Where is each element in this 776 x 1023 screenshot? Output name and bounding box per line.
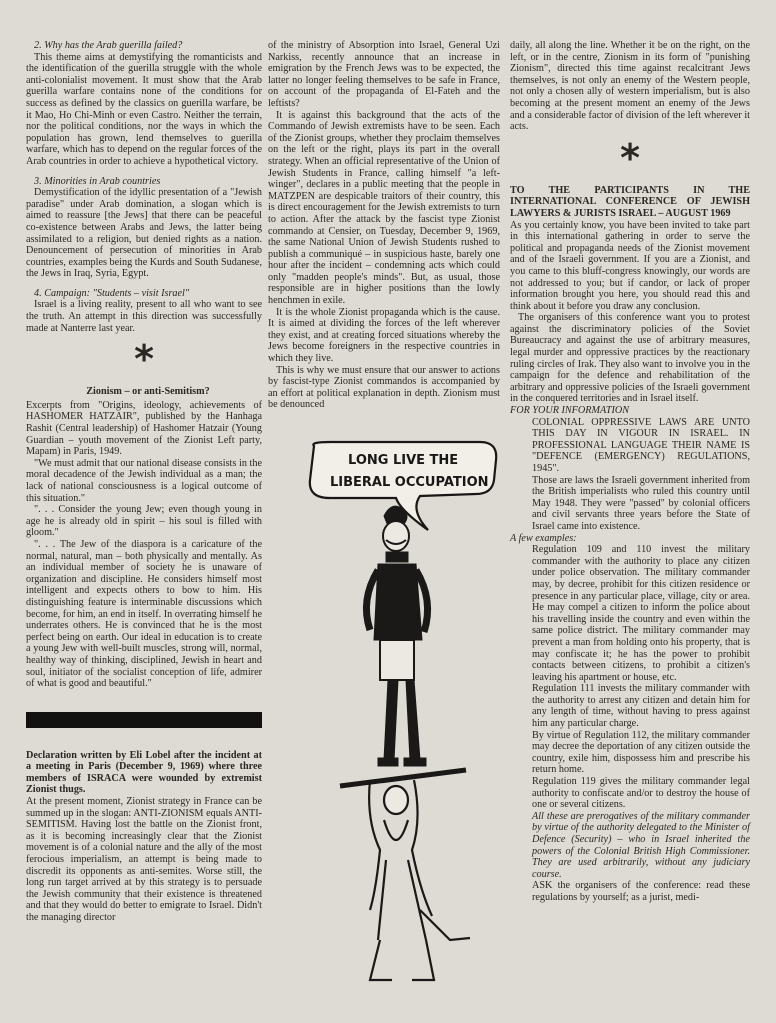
regulation-111: Regulation 111 invests the military commander with the authority to arrest any citizen and detain him for any length of time, without having to press against him any particular charge.	[532, 683, 750, 730]
regulation-112: By virtue of Regulation 112, the military commander may decree the deportation of any citizen outside the country, exile him, dispossess him and prescribe his return home.	[532, 729, 750, 776]
middle-para-3: It is the whole Zionist propaganda which is the cause. It is aimed at dividing the forces of the left wherever they exist, and at creating forced situations whereby the Jews become foreigners in the respective countries in which they live.	[268, 306, 500, 365]
section-3-body: Demystification of the idyllic presentation of a "Jewish paradise" under Arab domination, a slogan which is aimed to reassure [the Jews] that there can be peaceful co-existence between Arabs and Jews, the latter being assimilated to a religion, but denied rights as a nation. Denouncement of persecution of minorities in Arab countries, examples being the Kurds and South Sudanese, the Jews in Iraq, Syria, Egypt.	[26, 187, 262, 280]
declaration-heading: Declaration written by Eli Lobel after the incident at a meeting in Paris (December 9, 1969) where three members of ISRACA were wounded by extremist Zionist thugs.	[26, 749, 262, 796]
conference-para-1: As you certainly know, you have been invited to take part in this international gathering in order to serve the political and propaganda needs of the Zionist movement and of the Israeli government. If you are a Zionist, and you came to this bluff-congress knowingly, our words are not addressed to you; but if candor, or lack of proper information brought you here, you should read this and think about it before you draw any conclusion.	[510, 219, 750, 312]
conference-para-2: The organisers of this conference want you to protest against the discriminatory policies of the Soviet Bureaucracy and against the use of arbitrary measures, legal murder and oppressive practices by the reactionary ruling circles of Irak. They also want to involve you in the campaign for the defence and rehabilitation of the arbitrary and oppressive policies of the Israeli government in the conquered territories and in Israel itself.	[510, 312, 750, 405]
asterisk-divider: *	[134, 337, 154, 382]
info-caps: COLONIAL OPPRESSIVE LAWS ARE UNTO THIS DAY IN VIGOUR IN ISRAEL. IN PROFESSIONAL LANGUAGE THEIR NAME IS "DEFENCE (EMERGENCY) REGULATIONS, 1945".	[532, 416, 750, 474]
column-middle	[268, 40, 500, 411]
middle-para-1: of the ministry of Absorption into Israel, General Uzi Narkiss, recently announce that an increase in emigration by the French Jews was to be expected, the latter no longer feeling themselves to be safe in France, on account of the propaganda of El-Fateh and the leftists?	[268, 40, 500, 109]
info-block	[510, 417, 750, 533]
rifle	[340, 770, 466, 786]
right-para-1: daily, all along the line. Whether it be on the right, on the left, or in the centre, Zionism in its form of "punishing Zionism", directed this time against recalcitrant Jews themselves, is not only an enemy of the Western people, not only a chosen ally of western imperialism, but is also becoming at the present moment an enemy of the Jews and a considerable factor of division of the left wherever it acts.	[510, 40, 750, 133]
regulation-119: Regulation 119 gives the military commander legal authority to confiscate and/or to destroy the house of one or several citizens.	[532, 776, 750, 811]
examples-block	[510, 544, 750, 903]
middle-para-4: This is why we must ensure that our answer to actions by fascist-type Zionist commandos is accompanied by an effort at political explanation in depth. Zionism must be denounced	[268, 364, 500, 411]
column-left	[26, 40, 262, 924]
middle-para-2: It is against this background that the acts of the Commando of Jewish extremists have to be seen. Each of the Zionist groups, whether they proclaim themselves on the left or the right, plays its part in the overall strategy. When an official representative of the Union of Jewish Students in France, calling himself "a left-winger", declares in a public meeting that the people in MATZPEN are despicable traitors of their country, this is direct encouragement for the Jewish extremists to turn to action. After the attack by the fascist type Zionist commando at Censier, on Tuesday, December 9, 1969, the same National Union of Jewish Students rushed to publish a communiqué – in suspicious haste, barely one hour after the incident – condemning acts which could only "madden people's minds". But, as usual, those responsible are in higher positions than the lowly henchmen in exile.	[268, 109, 500, 307]
zionism-quote-1: "We must admit that our national disease consists in the moral decadence of the Jewish individual as a man; the lack of national consciousness is a logical outcome of this situation."	[26, 457, 262, 504]
zionism-heading: Zionism – or anti-Semitism?	[86, 386, 210, 398]
section-4-body: Israel is a living reality, present to all who want to see the truth. An attempt in this direction was successfully made at Nanterre last year.	[26, 299, 262, 334]
declaration-body: At the present moment, Zionist strategy in France can be summed up in the slogan: ANTI-ZIONISM equals ANTI-SEMITISM. Having lost the battle on the Zionist front, as it is becoming increasingly clear that the Zionist movement is of a colonial nature and the ally of the most ferocious imperialism, an attempt is being made to discredit its opponents as anti-semites. Worse still, the long run target arrived at by this strategy is to persuade the Jewish community that their existence is threatened and that they would do better to emigrate to Israel. Didn't the managing director	[26, 796, 262, 923]
black-divider-bar	[26, 712, 262, 728]
section-3-heading: 3. Minorities in Arab countries	[34, 175, 161, 187]
carrier-figure	[369, 780, 470, 980]
section-2-body: This theme aims at demystifying the romanticists and the identification of the guerilla struggle with the whole anti-colonialist movement. It must show that the Arab guerilla warfare contains none of the conditions for success as defined by the classics on guerilla warfare, be it Mao, Ho Chi-Minh or even Castro. Neither the terrain, nor the political conditions, nor the ways in which the population has grown, lend themselves to guerilla warfare, which has to depend on the regular forces of the Arab countries in order to achieve a hypothetical victory.	[26, 51, 262, 167]
regulation-109-110: Regulation 109 and 110 invest the military commander with the authority to place any citizen under police observation. The military commander may, by decree, prohibit for this citizen residence or presence in any particular place, village, city or area. He may compel a citizen to inform the police about his travelling inside the country and even within the same police district. The military commander may prevent a man from holding onto his property, that is may confiscate it; he has the power to prohibit contacts between citizens, to prohibit a citizen's leaving his apartment or house, etc.	[532, 544, 750, 683]
zionism-quote-2: ". . . Consider the young Jew; even though young in age he is already old in spirit – his soul is filled with gloom."	[26, 504, 262, 539]
zionism-quote-3: ". . . The Jew of the diaspora is a caricature of the normal, natural, man – both physically and mentally. As an individual member of society he is unaware of organization and discipline. He considers himself most intelligent and expects others to bow to him. His distinguishing feature is interminable discussions which become, for him, an end in itself. In overrating himself he underrates others. He is convinced that he is the most perfect being on earth. Our ideal in education is to create a young Jew with well-built muscles, strong will, normal, healthy way of thinking, disciplined, Jewish in heart and soul, initiator of the socialist conception of life, admirer of what is good and beautiful."	[26, 538, 262, 690]
section-2-heading: 2. Why has the Arab guerilla failed?	[34, 40, 183, 51]
section-4-heading: 4. Campaign: "Students – visit Israel"	[34, 287, 190, 299]
ask-organisers: ASK the organisers of the conference: read these regulations by yourself; as a jurist, medi-	[532, 880, 750, 903]
prerogatives-note: All these are prerogatives of the military commander by virtue of the authority delegated to the Minister of Defence (Security) – who in Israel inherited the powers of the Colonial British High Commissioner. They are used arbitrarily, without any judiciary course.	[532, 810, 750, 880]
info-para: Those are laws the Israeli government inherited from the British imperialists who ruled this country until May 1948. They were "passed" by colonial officers and civil servants three years before the State of Israel came into existence.	[532, 474, 750, 532]
examples-heading: A few examples:	[510, 532, 577, 544]
cartoon-illustration	[300, 440, 500, 1000]
bubble-text-line-2: LIBERAL OCCUPATION	[330, 475, 489, 490]
column-right	[510, 40, 750, 904]
zionism-intro: Excerpts from "Origins, ideology, achievements of HASHOMER HATZAIR", published by the Hanhaga Rashit (Central leadership) of Hashomer Hatzair (Young Guardian – youth movement of the Zionist Left party, Mapam) in Paris, 1949.	[26, 399, 262, 458]
soldier-figure	[366, 506, 427, 766]
bubble-text-line-1: LONG LIVE THE	[348, 453, 459, 468]
info-heading: FOR YOUR INFORMATION	[510, 405, 630, 417]
conference-heading: TO THE PARTICIPANTS IN THE INTERNATIONAL CONFERENCE OF JEWISH LAWYERS & JURISTS ISRAEL – AUGUST 1969	[510, 184, 750, 219]
asterisk-divider-right: *	[620, 135, 640, 180]
